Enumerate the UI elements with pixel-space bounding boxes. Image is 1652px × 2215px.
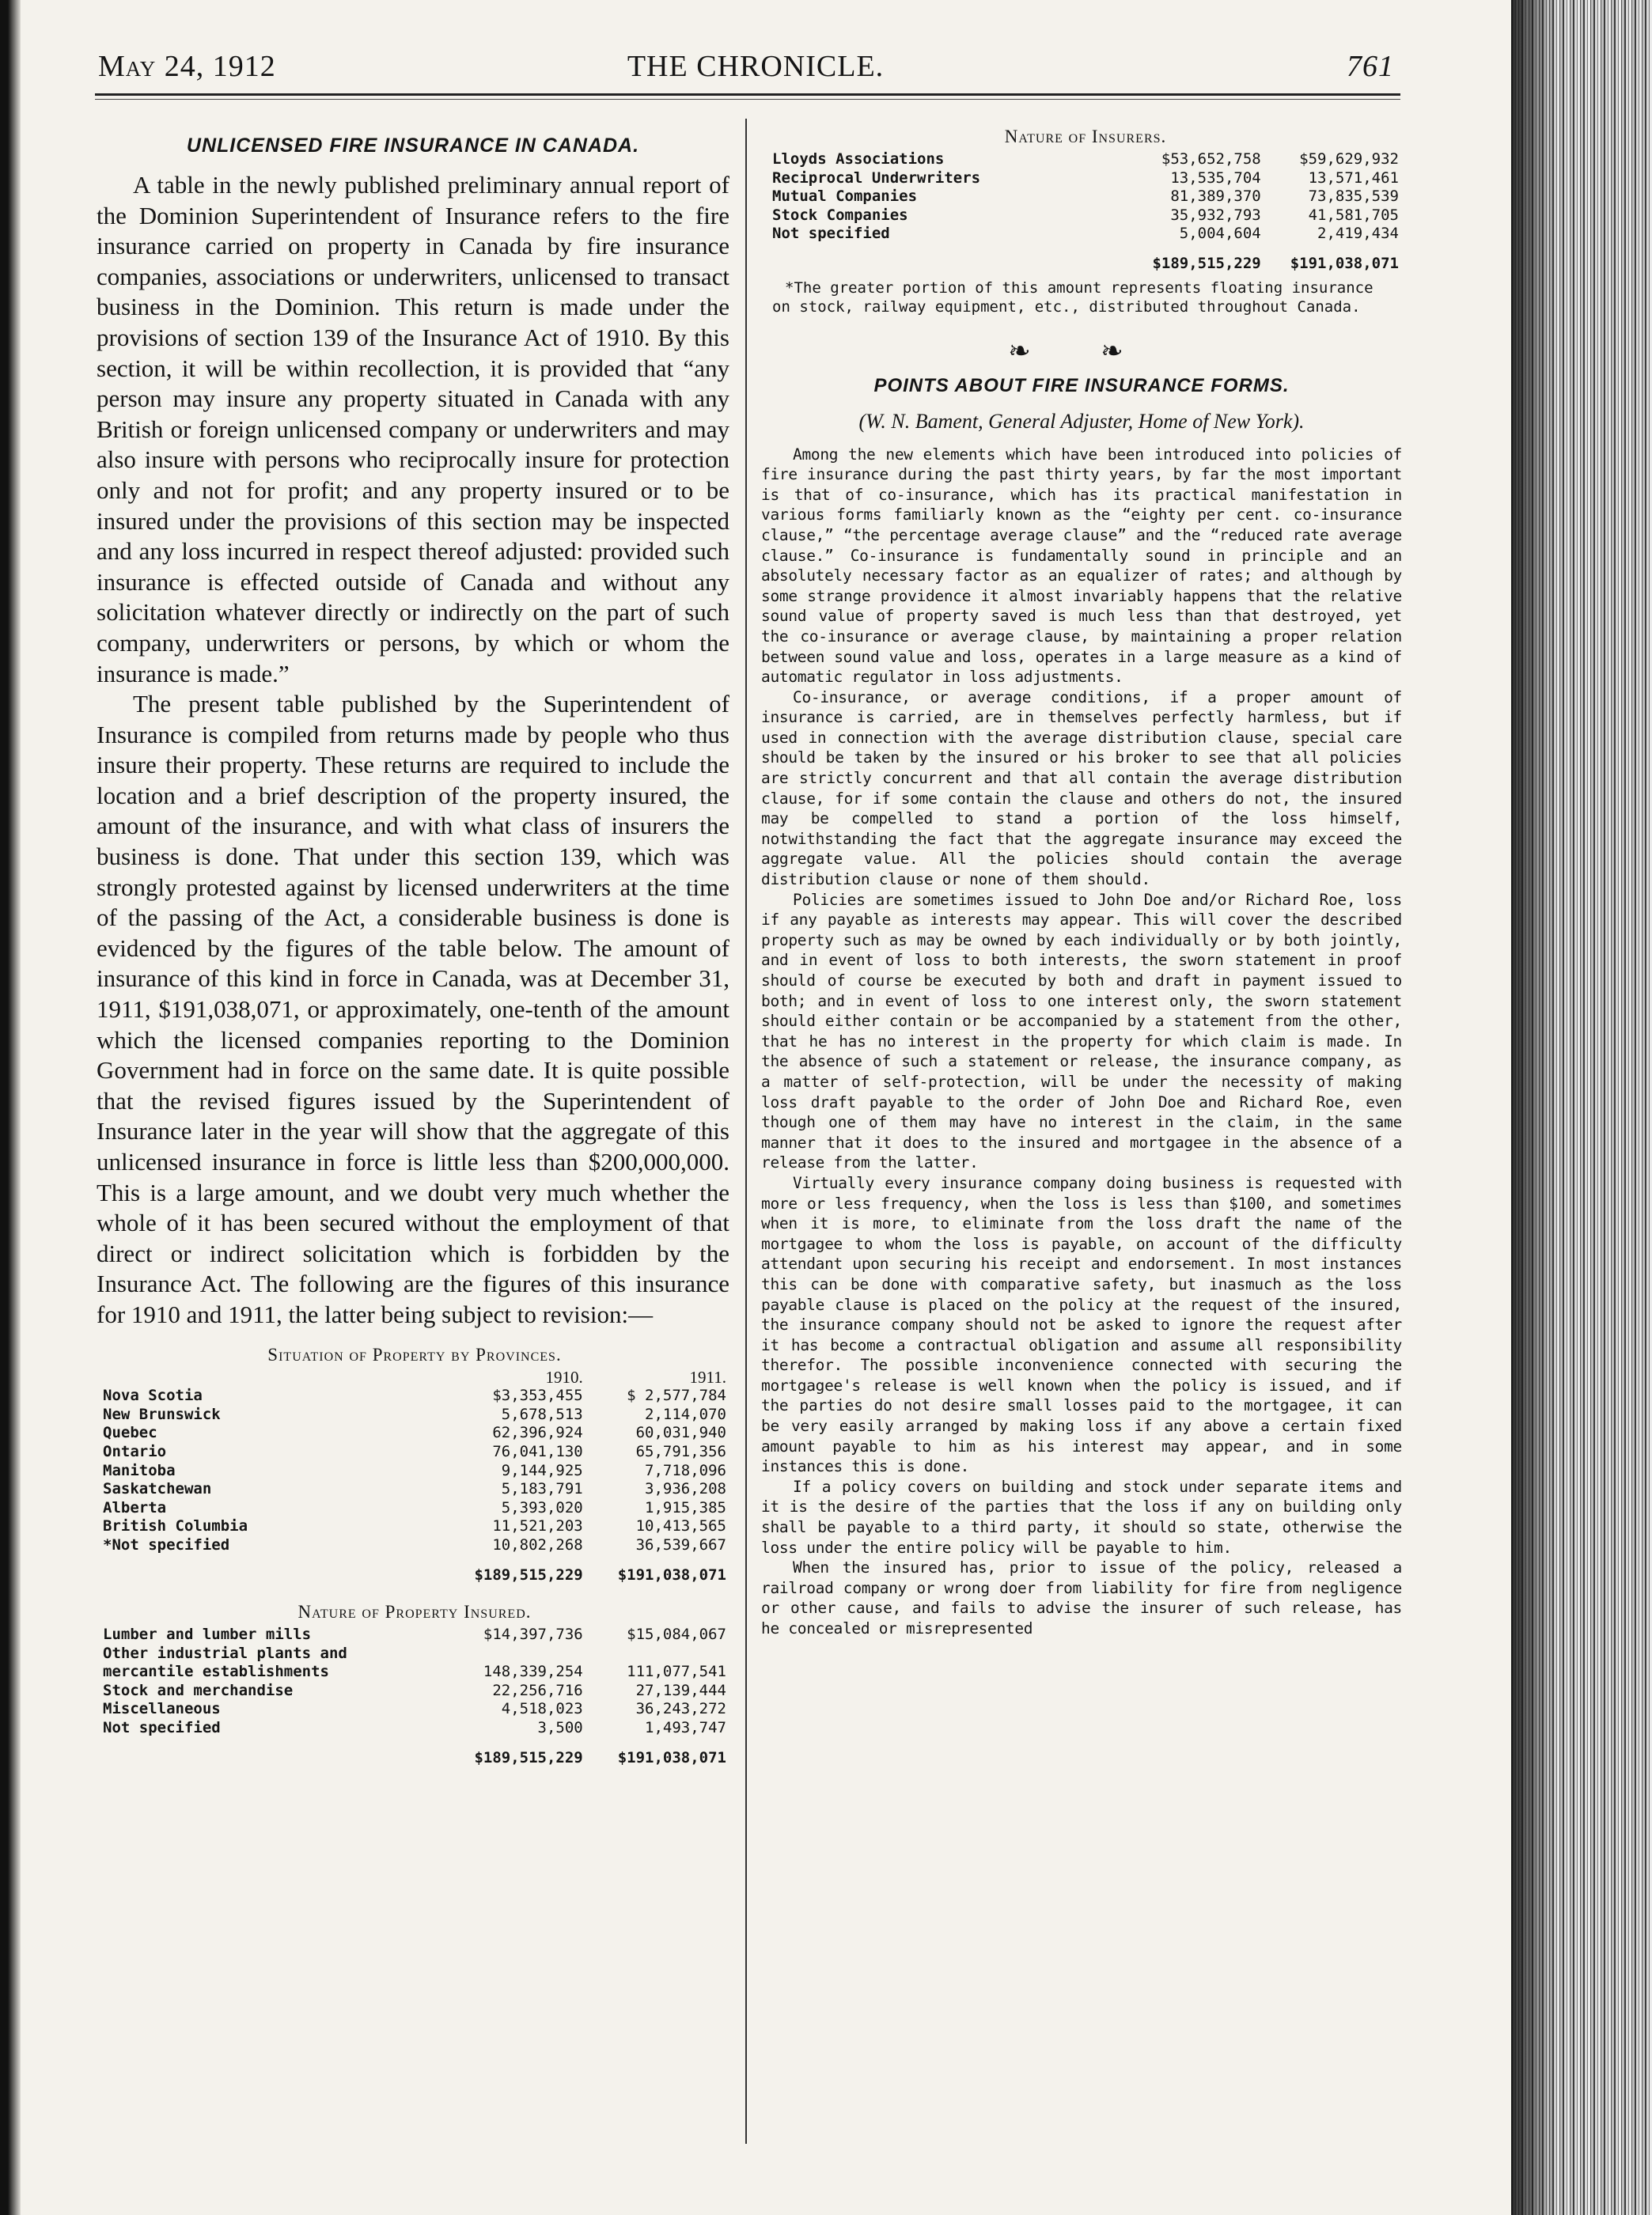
- table-row: [772, 150, 1399, 169]
- value-1910: 22,256,716: [492, 1681, 583, 1699]
- article-paragraph: Among the new elements which have been introduced into policies of fire insurance during the past thirty years, by far the most important is that of co-insurance, which has its practical manifestation in various forms familiarly known as the “eighty per cent. co-insurance clause,” “the percentage average clause” and the “reduced rate average clause.” Co-insurance is fundamentally sound in principle and an absolutely necessary factor as an equalizer of rates; and although by some strange providence it almost invariably happens that the relative sound value of property saved is much less than that destroyed, yet the co-insurance or average clause, by maintaining a proper relation between sound value and loss, operates in a large measure as a kind of automatic regulator in loss adjustments.: [761, 445, 1402, 687]
- value-1911: 65,791,356: [635, 1442, 726, 1460]
- value-1911: 3,936,208: [645, 1480, 726, 1498]
- row-label: Lumber and lumber mills: [103, 1626, 312, 1644]
- value-1910: 11,521,203: [492, 1517, 583, 1535]
- value-1910: 5,393,020: [501, 1498, 583, 1516]
- table-row: [103, 1517, 726, 1536]
- property-table-title: Nature of Property Insured.: [297, 1602, 532, 1622]
- value-1911: $ 2,577,784: [627, 1387, 726, 1405]
- value-1911: 73,835,539: [1308, 187, 1399, 206]
- article-paragraph: A table in the newly published preliminary annual report of the Dominion Superintendent of Insurance refers to the fire insurance carried on property in Canada by fire insurance companies, associations or underwriters, unlicensed to transact business in the Dominion. This return is made under the provisions of section 139 of the Insurance Act of 1910. By this section, it will be within recollection, it is provided that “any person may insure any property situated in Canada with any British or foreign unlicensed company or underwriters and may also insure with persons who reciprocally insure for protection only and not for profit; and any property insured or to be insured under the provisions of this section may be inspected and any loss incurred in respect thereof adjusted: provided such insurance is effected outside of Canada and without any solicitation whatever directly or indirectly on the part of such company, underwriters or persons, by which or whom the insurance is made.”: [97, 171, 729, 687]
- value-1910: 5,183,791: [501, 1480, 583, 1498]
- value-1911: 36,539,667: [635, 1535, 726, 1554]
- value-1910: 5,004,604: [1179, 225, 1261, 243]
- value-1910: 9,144,925: [501, 1461, 583, 1479]
- row-label: Quebec: [103, 1424, 157, 1442]
- row-label: Reciprocal Underwriters: [772, 168, 981, 187]
- table-total-row: [103, 1738, 726, 1768]
- insurers-table-block: [761, 127, 1402, 316]
- header-rule-thin: [95, 99, 1400, 100]
- value-1911: 2,114,070: [645, 1405, 726, 1423]
- table-header-row: [103, 1369, 726, 1388]
- table-row: [103, 1682, 726, 1701]
- insurers-table-title: Nature of Insurers.: [1004, 127, 1167, 146]
- book-page-edges: [1511, 0, 1652, 2215]
- total-1910: $189,515,229: [474, 1566, 583, 1584]
- value-1910: 4,518,023: [501, 1700, 583, 1718]
- total-1910: $189,515,229: [474, 1748, 583, 1766]
- left-column: [97, 127, 729, 1767]
- article-paragraph: When the insured has, prior to issue of the policy, released a railroad company or wrong doer from liability for fire from negligence or other cause, and fails to advise the insurer of such release, has he concealed or misrepresented: [761, 1558, 1402, 1638]
- value-1910: $3,353,455: [492, 1387, 583, 1405]
- issue-date: May 24, 1912: [98, 50, 276, 83]
- table-row: [103, 1626, 726, 1645]
- table-total-row: [103, 1555, 726, 1585]
- article-paragraph: Policies are sometimes issued to John Doe and/or Richard Roe, loss if any payable as interests may appear. This will cover the described property such as may be owned by each individually or by both jointly, and in event of loss to both interests, the sworn statement in proof should of course be executed by both and draft in payment issued to both; and in event of loss to one interest only, the sworn statement should either contain or be accompanied by a statement from the other, that he has no interest in the property for which claim is made. In the absence of such a statement or release, the insurance company, as a matter of self-protection, will be under the necessity of making loss draft payable to the order of John Doe and Richard Roe, even though one of them may have no interest in the claim, in the same manner that it does to the insured and mortgagee in the absence of a release from the latter.: [761, 890, 1402, 1172]
- value-1910: $53,652,758: [1161, 150, 1261, 168]
- table-footnote: *The greater portion of this amount represents floating insurance on stock, railway equipment, etc., distributed throughout Canada.: [772, 278, 1374, 316]
- table-row: [103, 1536, 726, 1555]
- page-number: 761: [1347, 50, 1394, 83]
- value-1911: 10,413,565: [635, 1517, 726, 1535]
- value-1911: 36,243,272: [635, 1700, 726, 1718]
- total-1910: $189,515,229: [1152, 254, 1261, 272]
- provinces-table-title: Situation of Property by Provinces.: [267, 1344, 562, 1365]
- value-1910: 35,932,793: [1170, 206, 1261, 224]
- total-1911: $191,038,071: [617, 1748, 726, 1766]
- row-label: Lloyds Associations: [772, 150, 945, 168]
- row-label: Not specified: [103, 1719, 221, 1737]
- article-heading-points: POINTS ABOUT FIRE INSURANCE FORMS.: [873, 374, 1290, 396]
- binding-shadow: [0, 0, 21, 2215]
- header-rule: [95, 93, 1400, 96]
- year-1910-header: 1910.: [545, 1367, 583, 1387]
- table-row: [103, 1645, 726, 1682]
- row-label: Stock Companies: [772, 206, 908, 224]
- table-row: [103, 1700, 726, 1719]
- table-total-row: [772, 244, 1399, 274]
- article-paragraph: Co-insurance, or average conditions, if a proper amount of insurance is carried, are in themselves perfectly harmless, but if used in connection with the average distribution clause, special care should be taken by the insured or his broker to see that all policies are strictly concurrent and that all contain the average distribution clause, for if some contain the clause and others do not, the insured may be compelled to stand a portion of the loss himself, notwithstanding the fact that the aggregate insurance may exceed the aggregate value. All the policies should contain the average distribution clause or none of them should.: [761, 687, 1402, 889]
- insurers-table: [772, 150, 1399, 274]
- value-1911: 41,581,705: [1308, 206, 1399, 224]
- value-1911: $59,629,932: [1299, 150, 1399, 168]
- table-row: [103, 1424, 726, 1443]
- value-1910: 148,339,254: [483, 1663, 583, 1681]
- table-row: [772, 169, 1399, 188]
- value-1911: 13,571,461: [1308, 168, 1399, 187]
- property-table: [103, 1626, 726, 1767]
- article-paragraph: Virtually every insurance company doing business is requested with more or less frequency, when the loss is less than $100, and sometimes when it is more, to eliminate from the loss draft the name of the mortgagee to whom the loss is payable, on account of the difficulty attendant upon securing his receipt and endorsement. In most instances this can be done with comparative safety, but inasmuch as the loss payable clause is placed on the policy at the request of the insured, the insurance company should not be asked to ignore the request after it has become a contractual obligation and assume all responsibility therefor. The possible inconvenience connected with securing the mortgagee's release is well known when the policy is issued, and if the parties do not desire small losses paid to the mortgagee, it can be very easily arranged by making loss if any above a certain fixed amount payable to him as his interest may appear, and in some instances this is done.: [761, 1173, 1402, 1476]
- value-1911: 27,139,444: [635, 1681, 726, 1699]
- table-row: [772, 225, 1399, 244]
- table-row: [103, 1480, 726, 1499]
- article-paragraph: If a policy covers on building and stock under separate items and it is the desire of the parties that the loss if any on building only shall be payable to a third party, it should so state, otherwise the loss under the entire policy will be payable to him.: [761, 1477, 1402, 1557]
- section-ornament: ❧ ❧: [1008, 336, 1155, 366]
- article-paragraph: The present table published by the Superintendent of Insurance is compiled from returns made by people who thus insure their property. These returns are required to include the location and a brief description of the property insured, the amount of the insurance, and with what class of insurers the business is done. That under this section 139, which was strongly protested against by licensed underwriters at the time of the passing of the Act, a considerable business is done is evidenced by the figures of the table below. The amount of insurance of this kind in force in Canada, was at December 31, 1911, $191,038,071, or approximately, one-tenth of the amount which the licensed companies reporting to the Dominion Government had in force on the same date. It is quite possible that the revised figures issued by the Superintendent of Insurance later in the year will show that the aggregate of this unlicensed insurance in force is little less than $200,000,000. This is a large amount, and we doubt very much whether the whole of it has been secured without the employment of that direct or indirect solicitation which is forbidden by the Insurance Act. The following are the figures of this insurance for 1910 and 1911, the latter being subject to revision:—: [97, 690, 729, 1328]
- value-1910: 13,535,704: [1170, 168, 1261, 187]
- table-row: [772, 187, 1399, 206]
- table-row: [103, 1443, 726, 1462]
- row-label: Stock and merchandise: [103, 1681, 294, 1699]
- row-label: Other industrial plants and mercantile establishments: [103, 1644, 347, 1681]
- year-1911-header: 1911.: [689, 1367, 726, 1387]
- value-1911: 1,915,385: [645, 1498, 726, 1516]
- right-column: [761, 127, 1402, 1639]
- value-1910: 81,389,370: [1170, 187, 1261, 206]
- value-1910: 10,802,268: [492, 1535, 583, 1554]
- value-1910: 76,041,130: [492, 1442, 583, 1460]
- column-divider: [745, 119, 747, 2144]
- table-row: [103, 1387, 726, 1406]
- table-row: [103, 1719, 726, 1738]
- row-label: British Columbia: [103, 1517, 248, 1535]
- row-label: Ontario: [103, 1442, 167, 1460]
- total-1911: $191,038,071: [617, 1566, 726, 1584]
- property-table-block: [97, 1602, 729, 1767]
- row-label: Miscellaneous: [103, 1700, 221, 1718]
- publication-title: THE CHRONICLE.: [627, 50, 885, 83]
- article-heading-unlicensed: UNLICENSED FIRE INSURANCE IN CANADA.: [186, 134, 640, 157]
- value-1911: 111,077,541: [627, 1663, 726, 1681]
- row-label: Nova Scotia: [103, 1387, 203, 1405]
- row-label: *Not specified: [103, 1535, 230, 1554]
- row-label: Alberta: [103, 1498, 167, 1516]
- row-label: Not specified: [772, 225, 890, 243]
- table-row: [103, 1462, 726, 1481]
- provinces-table: [103, 1369, 726, 1585]
- table-row: [772, 206, 1399, 225]
- value-1911: $15,084,067: [627, 1626, 726, 1644]
- table-row: [103, 1406, 726, 1425]
- value-1911: 1,493,747: [645, 1719, 726, 1737]
- value-1911: 60,031,940: [635, 1424, 726, 1442]
- row-label: Manitoba: [103, 1461, 176, 1479]
- row-label: Mutual Companies: [772, 187, 918, 206]
- value-1910: $14,397,736: [483, 1626, 583, 1644]
- total-1911: $191,038,071: [1290, 254, 1399, 272]
- row-label: Saskatchewan: [103, 1480, 212, 1498]
- value-1911: 2,419,434: [1317, 225, 1399, 243]
- value-1910: 3,500: [537, 1719, 583, 1737]
- value-1911: 7,718,096: [645, 1461, 726, 1479]
- value-1910: 5,678,513: [501, 1405, 583, 1423]
- row-label: New Brunswick: [103, 1405, 221, 1423]
- article-byline: (W. N. Bament, General Adjuster, Home of New York).: [858, 409, 1305, 433]
- table-row: [103, 1499, 726, 1518]
- provinces-table-block: [97, 1345, 729, 1585]
- value-1910: 62,396,924: [492, 1424, 583, 1442]
